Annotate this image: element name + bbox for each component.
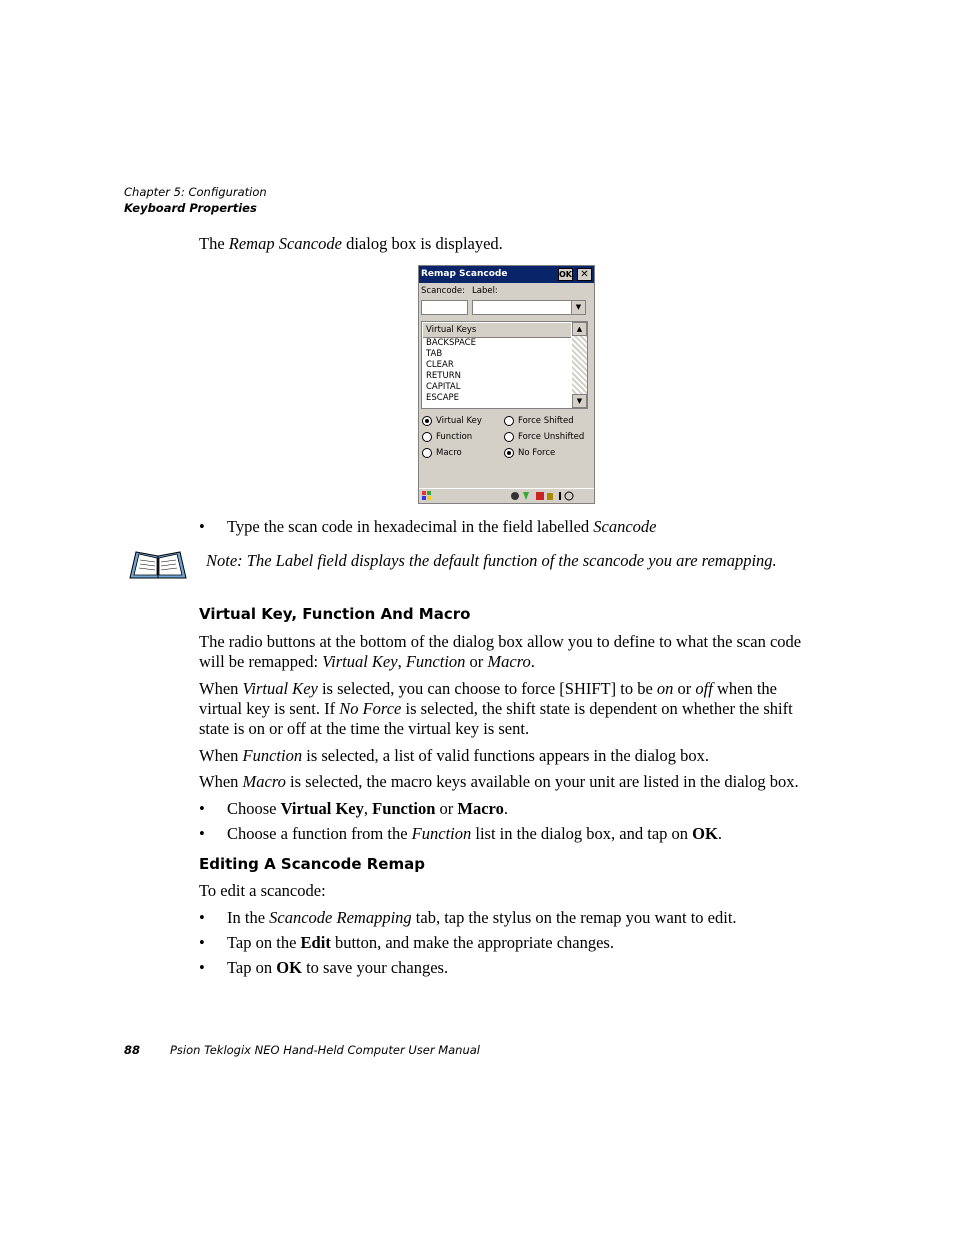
virtual-keys-list[interactable]: [421, 321, 588, 409]
scroll-down-icon[interactable]: ▼: [572, 394, 587, 408]
scancode-input[interactable]: [421, 300, 468, 315]
section-heading-virtual-key: Virtual Key, Function And Macro: [199, 605, 471, 623]
footer-title: Psion Teklogix NEO Hand-Held Computer User Manual: [170, 1043, 480, 1057]
radio-circle: [504, 432, 514, 442]
paragraph-edit-intro: To edit a scancode:: [199, 881, 326, 900]
running-header-section: Keyboard Properties: [124, 201, 257, 215]
running-header-chapter: Chapter 5: Configuration: [124, 185, 267, 199]
radio-circle: [422, 416, 432, 426]
paragraph-function: When Function is selected, a list of valid functions appears in the dialog box.: [199, 746, 710, 765]
list-item[interactable]: CAPITAL: [426, 382, 461, 392]
list-scrollbar[interactable]: [572, 322, 587, 408]
radio-circle: [422, 448, 432, 458]
label-dropdown[interactable]: [472, 300, 586, 315]
close-button[interactable]: ✕: [577, 268, 592, 281]
page-number: 88: [124, 1043, 141, 1057]
dialog-titlebar: [419, 266, 594, 283]
list-item[interactable]: CLEAR: [426, 360, 454, 370]
chevron-down-icon[interactable]: ▼: [571, 301, 585, 314]
radio-circle: [504, 448, 514, 458]
list-item[interactable]: TAB: [426, 349, 443, 359]
intro-paragraph: The Remap Scancode dialog box is displayed.: [199, 234, 503, 253]
scroll-up-icon[interactable]: ▲: [572, 322, 587, 336]
paragraph-virtual-key: When Virtual Key is selected, you can choose to force [SHIFT] to be on or off when the virtual key is sent. If No Force is selected, the shift state is dependent on whether the shift state is on or off at the time the virtual key is sent.: [199, 679, 793, 738]
ok-button[interactable]: OK: [559, 270, 572, 279]
paragraph-macro: When Macro is selected, the macro keys available on your unit are listed in the dialog box.: [199, 772, 799, 791]
remap-scancode-dialog: Remap Scancode OK ✕ Scancode: Label: ▼ Virtual Keys BACKSPACE TAB CLEAR RETURN CAPITAL ESCAPE ▲ ▼ Virtual Key Function Macro Force Shifted Force Unshifted No Force: [418, 265, 595, 504]
radio-circle: [422, 432, 432, 442]
list-header: Virtual Keys: [423, 323, 571, 338]
paragraph-radio-buttons: The radio buttons at the bottom of the dialog box allow you to define to what the scan code will be remapped: Virtual Key, Function or Macro.: [199, 632, 802, 671]
list-item[interactable]: BACKSPACE: [426, 338, 476, 348]
start-icon[interactable]: [422, 491, 431, 500]
list-item[interactable]: RETURN: [426, 371, 461, 381]
tray-icons[interactable]: [511, 492, 573, 500]
note-text: Note: The Label field displays the default function of the scancode you are remapping.: [206, 551, 777, 570]
radio-circle: [504, 416, 514, 426]
scancode-label: Scancode:: [421, 286, 466, 296]
taskbar: [419, 488, 594, 503]
section-heading-editing: Editing A Scancode Remap: [199, 855, 425, 873]
dialog-title: Remap Scancode: [421, 269, 508, 279]
label-label: Label:: [472, 286, 498, 296]
book-icon: [128, 548, 188, 580]
list-item[interactable]: ESCAPE: [426, 393, 460, 403]
